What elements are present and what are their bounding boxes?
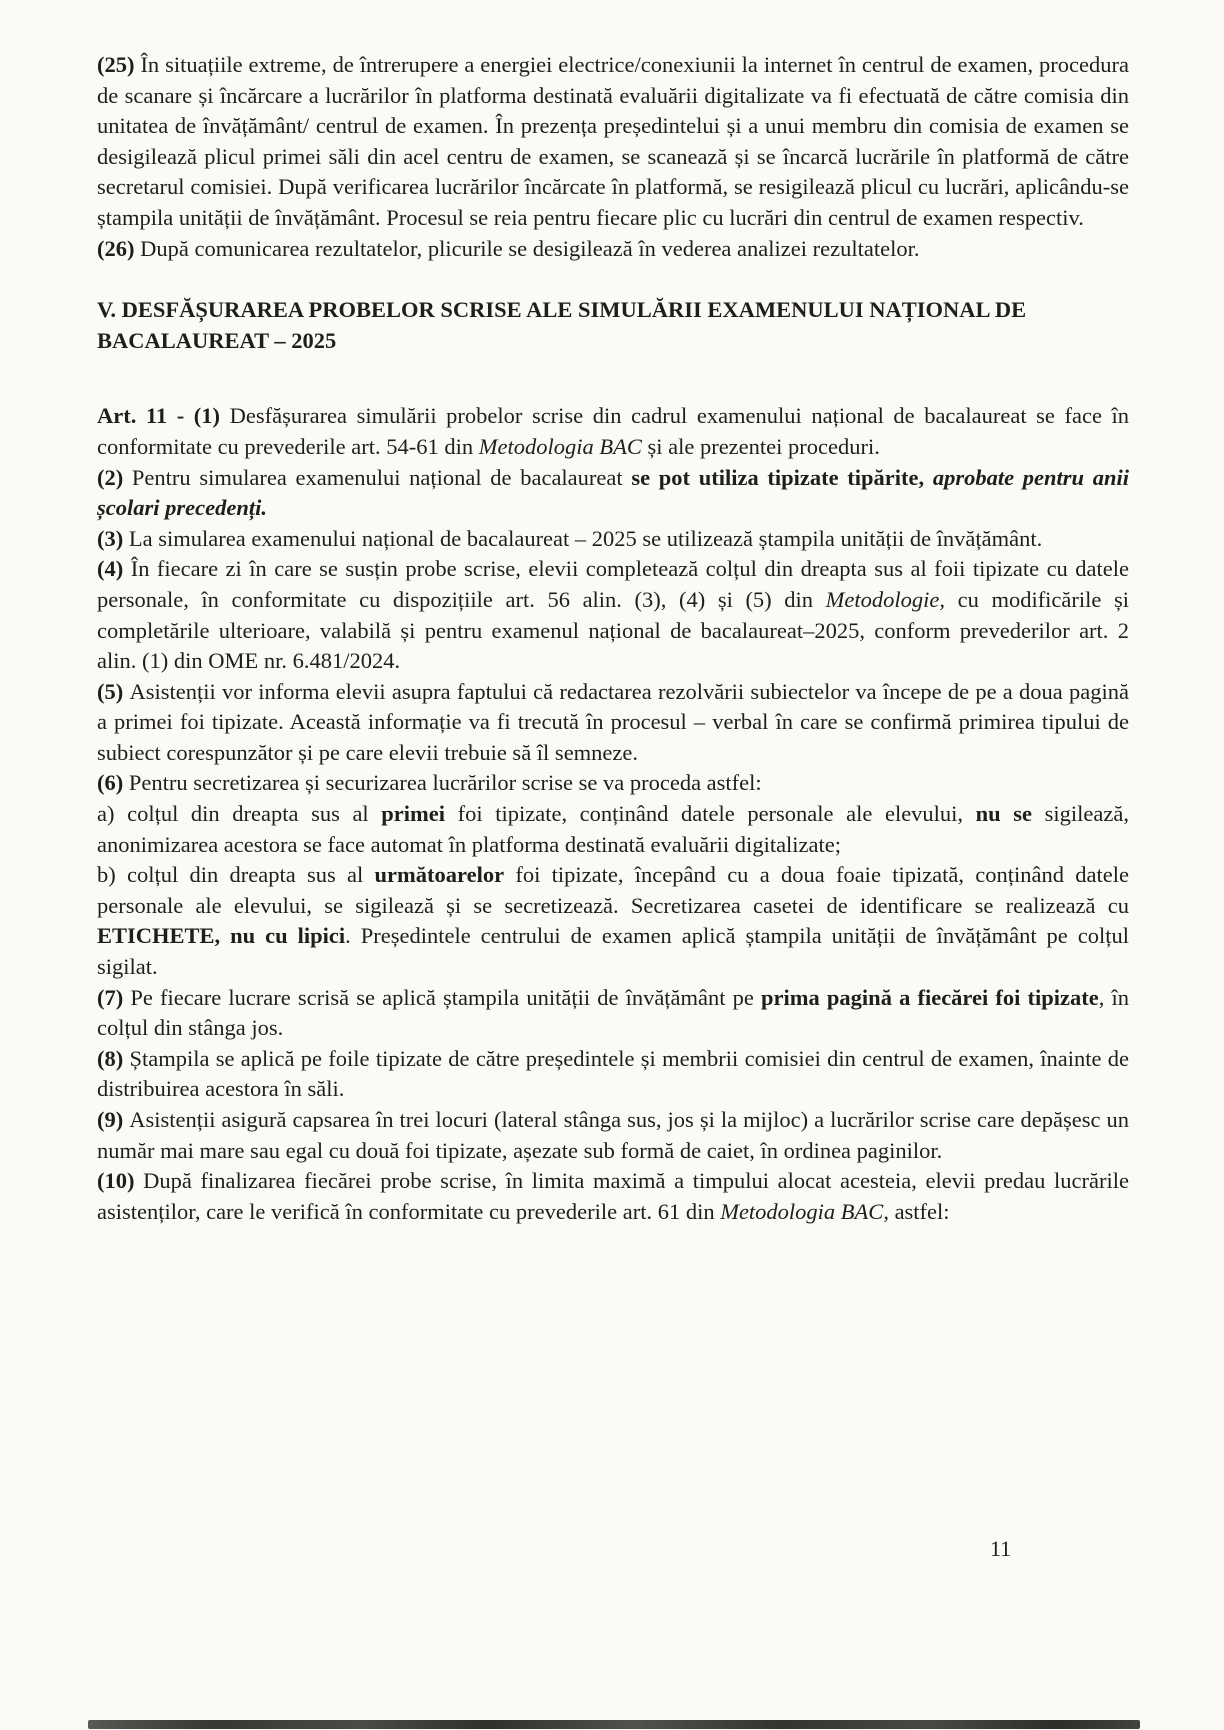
text-segment: se pot utiliza tipizate tipărite, (631, 464, 933, 490)
text-segment: După comunicarea rezultatelor, plicurile se desigilează în vederea analizei rezultatelor. (140, 235, 920, 261)
text-segment: (26) (97, 235, 141, 261)
text-segment: Asistenții asigură capsarea în trei locuri (lateral stânga sus, jos și la mijloc) a lucrărilor scrise care depășesc un număr mai mare sau egal cu două foi tipizate, așezate sub formă de caiet, în ordinea paginilor. (97, 1107, 1129, 1163)
paragraph-6a (97, 799, 1129, 860)
text-segment: Asistenții vor informa elevii asupra faptului că redactarea rezolvării subiectelor va începe de pe a doua pagină a primei foi tipizate. Această informație va fi trecută în procesul – verbal în care se confirmă primirea tipului de subiect corespunzător și pe care elevii trebuie să îl semneze. (97, 678, 1129, 765)
text-segment: (25) (97, 52, 141, 77)
text-segment: În fiecare zi în care se susțin probe scrise, elevii completează colțul din dreapta sus al foii tipizate cu datele personale, în conformitate cu dispozițiile art. 56 alin. (3), (4) și (5) din (97, 556, 1129, 612)
text-segment: Metodologia BAC (720, 1198, 884, 1224)
text-segment: următoarelor (374, 862, 505, 888)
text-segment: (4) (97, 556, 131, 582)
paragraph-26 (97, 234, 1129, 265)
text-segment: Pentru secretizarea și securizarea lucrărilor scrise se va proceda astfel: (128, 770, 762, 796)
paragraph-4 (97, 554, 1129, 676)
text-segment: aprobate pentru anii școlari precedenți. (97, 464, 1129, 521)
text-segment: primei (381, 801, 446, 827)
text-segment: (3) (97, 525, 129, 551)
text-segment: Pentru simularea examenului național de bacalaureat (131, 464, 632, 490)
text-segment: și ale prezentei proceduri. (641, 433, 880, 459)
text-segment: (7) (97, 984, 131, 1010)
paragraph-3 (97, 524, 1129, 555)
text-segment: . Președintele centrului de examen aplică ștampila unității de învățământ pe colțul sigilat. (97, 923, 1130, 980)
paragraph-7 (97, 983, 1129, 1044)
paragraph-2 (97, 463, 1129, 524)
text-segment: Metodologie, (825, 586, 945, 612)
text-segment: sigilează, anonimizarea acestora se face automat în platforma destinată evaluării digitalizate; (97, 801, 1129, 857)
scan-edge-artifact (88, 1720, 1140, 1729)
text-segment: foi tipizate, conținând datele personale ale elevului, (445, 801, 976, 827)
paragraph-9 (97, 1105, 1129, 1166)
text-segment: (6) (97, 770, 129, 796)
text-segment: foi tipizate, începând cu a doua foaie tipizată, conținând datele personale ale elevului, se sigilează și se secretizează. Secretizarea casetei de identificare se realizează cu (97, 862, 1129, 918)
text-segment: prima pagină a fiecărei foi tipizate (761, 984, 1099, 1010)
paragraph-art-11-1 (97, 401, 1129, 462)
text-segment: Metodologia BAC (478, 433, 642, 459)
text-segment: Desfășurarea simulării probelor scrise din cadrul examenului național de bacalaureat se face în conformitate cu prevederile art. 54-61 din (97, 403, 1130, 459)
text-segment: La simularea examenului național de bacalaureat – 2025 se utilizează ștampila unității de învățământ. (128, 525, 1043, 551)
page-number: 11 (990, 1536, 1012, 1561)
text-segment: a) colțul din dreapta sus al (97, 801, 382, 827)
text-segment: nu se (975, 801, 1033, 827)
text-segment: Art. 11 - (1) (97, 403, 230, 429)
text-segment: V. DESFĂȘURAREA PROBELOR SCRISE ALE SIMULĂRII EXAMENULUI NAȚIONAL DE BACALAUREAT – 2025 (97, 297, 1027, 353)
text-segment: , în colțul din stânga jos. (97, 984, 1129, 1041)
text-segment: În situațiile extreme, de întrerupere a energiei electrice/conexiunii la internet în centrul de examen, procedura de scanare și încărcare a lucrărilor în platforma destinată evaluării digitalizate va fi efectuată de către comisia din unitatea de învățământ/ centrul de examen. În prezența președintelui și a unui membru din comisia de examen se desigilează plicul primei săli din acel centru de examen, se scanează și se încarcă lucrările în platformă de către secretarul comisiei. După verificarea lucrărilor încărcate în platformă, se resigilează plicul cu lucrări, aplicându-se ștampila unității de învățământ. Procesul se reia pentru fiecare plic cu lucrări din centrul de examen respectiv. (97, 52, 1129, 230)
text-segment: Ștampila se aplică pe foile tipizate de către președintele și membrii comisiei din centrul de examen, înainte de distribuirea acestora în săli. (97, 1045, 1129, 1102)
paragraph-25 (97, 50, 1129, 234)
document-body (97, 50, 1129, 1227)
paragraph-5 (97, 677, 1129, 769)
paragraph-8 (97, 1044, 1129, 1105)
text-segment: Pe fiecare lucrare scrisă se aplică ștampila unității de învățământ pe (130, 984, 762, 1010)
text-segment: ETICHETE, nu cu lipici (97, 923, 346, 949)
text-segment: , astfel: (883, 1198, 950, 1224)
paragraph-6 (97, 768, 1129, 799)
paragraph-10 (97, 1166, 1129, 1227)
section-heading-v (97, 295, 1129, 356)
text-segment: (2) (97, 464, 132, 490)
text-segment: (10) (97, 1168, 144, 1194)
text-segment: cu modificările și completările ulterioare, valabilă și pentru examenul național de bacalaureat–2025, conform prevederilor art. 2 alin. (1) din OME nr. 6.481/2024. (97, 586, 1129, 674)
paragraph-6b (97, 860, 1129, 982)
text-segment: b) colțul din dreapta sus al (97, 862, 375, 888)
text-segment: (9) (97, 1107, 130, 1132)
text-segment: (8) (97, 1045, 130, 1071)
text-segment: (5) (97, 678, 130, 704)
text-segment: După finalizarea fiecărei probe scrise, în limita maximă a timpului alocat acesteia, elevii predau lucrările asistenților, care le verifică în conformitate cu prevederile art. 61 din (97, 1168, 1129, 1224)
